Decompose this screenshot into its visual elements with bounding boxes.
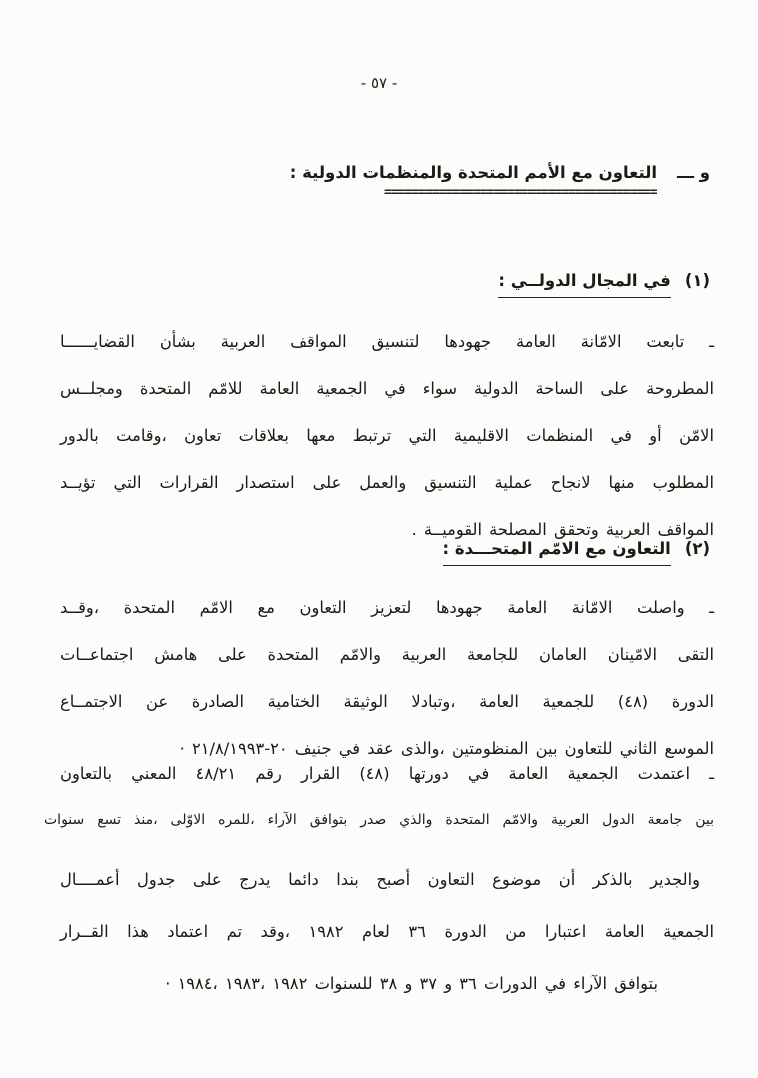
heading-item-marker: و ـــ (677, 163, 710, 182)
heading-underline: ======================================== (384, 185, 658, 200)
text-line: ـ واصلت الامّانة العامة جهودها لتعزيز التعاون مع الامّم المتحدة ،وقــد (60, 598, 714, 617)
text-line: بتوافق الآراء في الدورات ٣٦ و ٣٧ و ٣٨ للسنوات ١٩٨٢ ،١٩٨٣ ،١٩٨٤ · (165, 974, 658, 993)
section-number: (٢) (684, 539, 710, 558)
text-line: والجدير بالذكر أن موضوع التعاون أصبح بندا دائما يدرج على جدول أعمــــال (60, 870, 700, 889)
heading-title: التعاون مع الأمم المتحدة والمنظمات الدولية : (289, 163, 658, 182)
text-line: الامّن أو في المنظمات الاقليمية التي ترتبط معها بعلاقات تعاون ،وقامت بالدور (60, 426, 714, 445)
paragraph-3 (44, 750, 714, 844)
section-heading-2 (443, 539, 711, 566)
text-line: ـ تابعت الامّانة العامة جهودها لتنسيق المواقف العربية بشأن القضايــــــا (60, 332, 714, 351)
heading-title-wrap (289, 163, 658, 200)
text-line: المطلوب منها لانجاح عملية التنسيق والعمل على استصدار القرارات التي تؤيــد (60, 473, 714, 492)
paragraph-4 (60, 854, 714, 1010)
document-heading (289, 163, 710, 200)
text-line: الجمعية العامة اعتبارا من الدورة ٣٦ لعام ١٩٨٢ ،وقد تم اعتماد هذا القــرار (60, 922, 715, 941)
page-number: - ٥٧ - (360, 74, 398, 92)
text-line: الدورة (٤٨) للجمعية العامة ،وتبادلا الوثيقة الختامية الصادرة عن الاجتمــاع (60, 692, 714, 711)
section-title: في المجال الدولــي : (498, 271, 670, 298)
text-line: التقى الامّينان العامان للجامعة العربية والامّم المتحدة على هامش اجتماعــات (60, 645, 714, 664)
text-line: المطروحة على الساحة الدولية سواء في الجمعية العامة للامّم المتحدة ومجلــس (60, 379, 714, 398)
paragraph-1 (60, 318, 714, 553)
section-number: (١) (684, 271, 710, 290)
text-line: بين جامعة الدول العربية والامّم المتحدة والذي صدر بتوافق الآراء ،للمره الاوّلى ،منذ تسع سنوات (44, 812, 714, 828)
section-heading-1 (498, 271, 710, 298)
paragraph-2 (60, 584, 714, 772)
section-title: التعاون مع الامّم المتحـــدة : (443, 539, 671, 566)
text-line: المواقف العربية وتحقق المصلحة القوميــة . (411, 520, 714, 539)
text-line: الموسع الثاني للتعاون بين المنظومتين ،والذى عقد في جنيف ‪٢٠-٢١/٨/١٩٩٣‬ · (179, 739, 714, 758)
text-line: ـ اعتمدت الجمعية العامة في دورتها (٤٨) القرار رقم ٤٨/٢١ المعني بالتعاون (60, 764, 714, 783)
